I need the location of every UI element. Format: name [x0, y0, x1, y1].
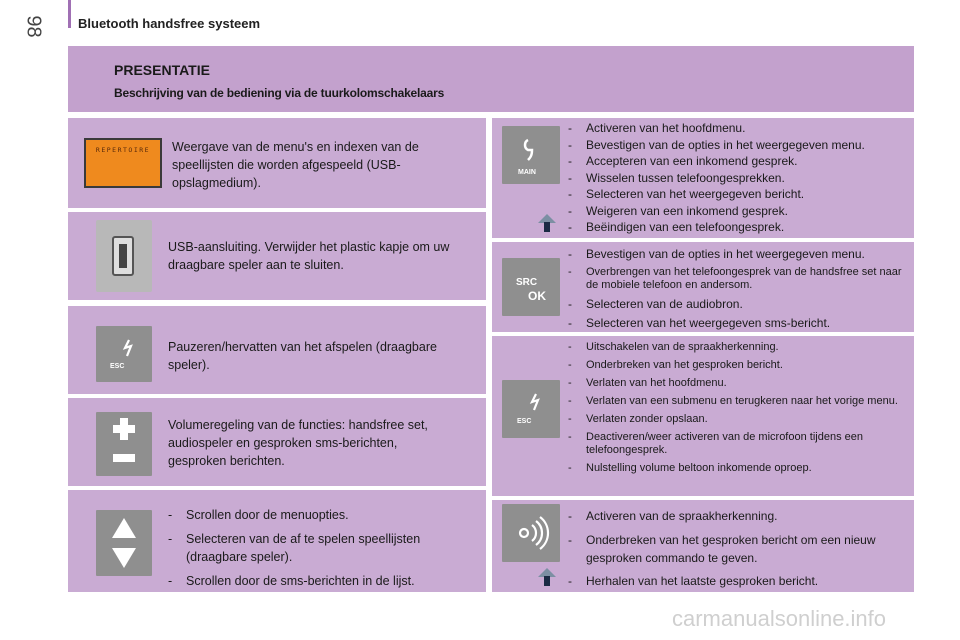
- list-item: - Beëindigen van een telefoongesprek.: [568, 219, 912, 236]
- scroll-list: [168, 506, 468, 596]
- list-item: - Accepteren van een inkomend gesprek.: [568, 153, 912, 170]
- panel-repertoire-text: [68, 118, 486, 208]
- list-item: - Weigeren van een inkomend gesprek.: [568, 203, 912, 220]
- list-item: - Onderbreken van het gesproken bericht.: [568, 359, 912, 372]
- list-item: - Deactiveren/weer activeren van de microfoon tijdens een telefoongesprek.: [568, 431, 912, 457]
- page-header-title: Bluetooth handsfree systeem: [78, 16, 261, 31]
- section-title: PRESENTATIE: [114, 62, 210, 78]
- presentation-banner: [68, 46, 914, 112]
- list-item: - Verlaten van een submenu en terugkeren naar het vorige menu.: [568, 395, 912, 408]
- plus-minus-icon: [96, 412, 152, 476]
- up-down-arrows-icon: [96, 510, 152, 576]
- svg-text:ESC: ESC: [517, 418, 532, 425]
- src-ok-icon: [502, 258, 560, 316]
- list-item: - Selecteren van het weergegeven sms-bericht.: [568, 315, 912, 332]
- panel-src-ok: [492, 242, 914, 332]
- voice-recognition-icon: [502, 504, 560, 562]
- list-item: - Activeren van de spraakherkenning.: [568, 508, 888, 525]
- usb-port-icon: [96, 220, 152, 292]
- list-item: - Verlaten zonder opslaan.: [568, 413, 912, 426]
- share-icon: [536, 566, 558, 588]
- list-item: - Verlaten van het hoofdmenu.: [568, 377, 912, 390]
- panel-esc-pause: [68, 306, 486, 394]
- esc-list: [568, 341, 912, 480]
- watermark: carmanualsonline.info: [672, 606, 887, 631]
- list-item: - Selecteren van het weergegeven bericht.: [568, 186, 912, 203]
- share-icon: [536, 212, 558, 234]
- usb-description: USB-aansluiting. Verwijder het plastic kapje om uw draagbare speler aan te sluiten.: [168, 240, 450, 272]
- panel-volume: [68, 398, 486, 486]
- main-phone-icon: [502, 126, 560, 184]
- list-item: - Activeren van het hoofdmenu.: [568, 120, 912, 137]
- list-item: - Uitschakelen van de spraakherkenning.: [568, 341, 912, 354]
- voice-list: [568, 508, 888, 589]
- list-item: - Selecteren van de af te spelen speellijsten (draagbare speler).: [168, 530, 468, 566]
- list-item: - Scrollen door de sms-berichten in de lijst.: [168, 572, 468, 590]
- volume-description: Volumeregeling van de functies: handsfree set, audiospeler en gesproken sms-berichten, gesproken berichten.: [168, 418, 428, 468]
- list-item: - Scrollen door de menuopties.: [168, 506, 468, 524]
- section-subtitle: Beschrijving van de bediening via de tuurkolomschakelaars: [114, 86, 445, 100]
- src-ok-list: [568, 246, 912, 332]
- panel-main: [492, 118, 914, 238]
- repertoire-display-icon: REPERTOIRE: [84, 138, 162, 188]
- list-item: - Bevestigen van de opties in het weergegeven menu.: [568, 137, 912, 154]
- svg-text:MAIN: MAIN: [518, 169, 536, 176]
- svg-text:OK: OK: [528, 289, 546, 303]
- page-number: 98: [22, 14, 45, 38]
- panel-esc: [492, 336, 914, 496]
- repertoire-description: Weergave van de menu's en indexen van de speellijsten die worden afgespeeld (USB-opslagmedium).: [172, 140, 419, 190]
- list-item: - Selecteren van de audiobron.: [568, 296, 912, 313]
- svg-text:SRC: SRC: [516, 277, 538, 288]
- list-item: - Wisselen tussen telefoongesprekken.: [568, 170, 912, 187]
- panel-scroll: [68, 490, 486, 592]
- panel-voice: [492, 500, 914, 592]
- header-accent-bar: [68, 0, 71, 28]
- svg-text:ESC: ESC: [110, 363, 125, 370]
- main-list: [568, 120, 912, 236]
- list-item: - Onderbreken van het gesproken bericht om een nieuw gesproken commando te geven.: [568, 531, 888, 567]
- list-item: - Herhalen van het laatste gesproken bericht.: [568, 573, 888, 590]
- esc-button-icon: [96, 326, 152, 382]
- list-item: - Bevestigen van de opties in het weergegeven menu.: [568, 246, 912, 263]
- list-item: - Overbrengen van het telefoongesprek van de handsfree set naar de mobiele telefoon en andersom.: [568, 266, 912, 292]
- esc-button-icon: [502, 380, 560, 438]
- pause-description: Pauzeren/hervatten van het afspelen (draagbare speler).: [168, 340, 437, 372]
- list-item: - Nulstelling volume beltoon inkomende oproep.: [568, 462, 912, 475]
